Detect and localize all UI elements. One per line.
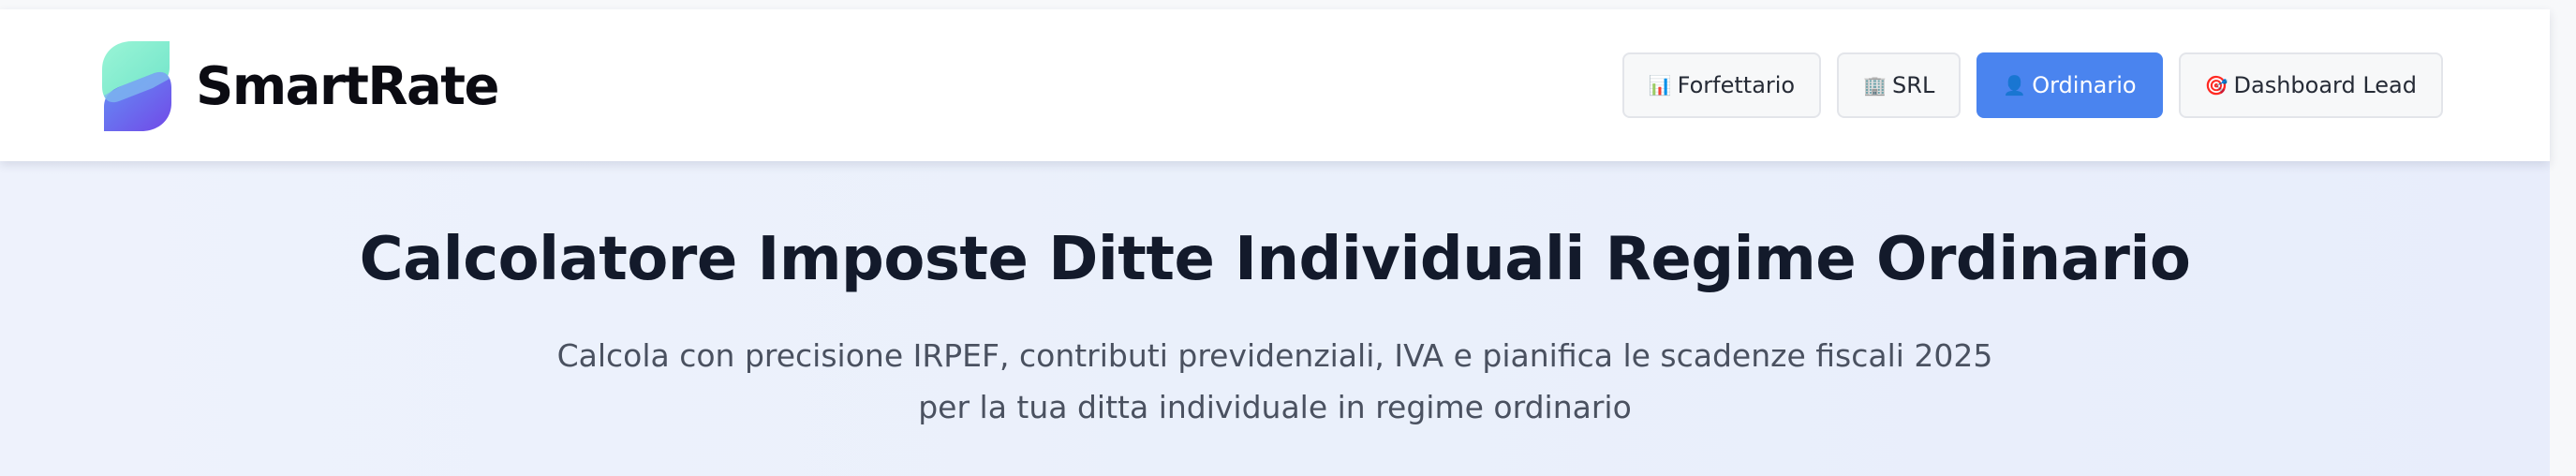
nav-dashboard-lead-label: Dashboard Lead <box>2233 72 2417 98</box>
page-title: Calcolatore Imposte Ditte Individuali Regime Ordinario <box>359 225 2191 294</box>
page-subtitle <box>0 330 2550 433</box>
page-subtitle-line-2: per la tua ditta individuale in regime ordinario <box>918 389 1632 425</box>
top-strip <box>0 0 2576 9</box>
target-icon: 🎯 <box>2204 74 2228 97</box>
page-subtitle-line-1: Calcola con precisione IRPEF, contributi previdenziali, IVA e pianifica le scadenze fiscali 2025 <box>556 337 1993 374</box>
brand-name: SmartRate <box>196 55 499 117</box>
hero-section <box>0 161 2550 476</box>
smartrate-logo-icon <box>100 39 173 133</box>
nav-dashboard-lead-button[interactable] <box>2179 52 2443 118</box>
nav-srl-label: SRL <box>1892 72 1935 98</box>
nav-srl-button[interactable] <box>1837 52 1961 118</box>
nav-forfettario-label: Forfettario <box>1677 72 1796 98</box>
right-edge-strip <box>2550 9 2576 476</box>
nav-ordinario-button[interactable] <box>1976 52 2162 118</box>
office-building-icon: 🏢 <box>1863 74 1888 97</box>
site-header <box>0 9 2550 161</box>
nav-ordinario-label: Ordinario <box>2032 72 2137 98</box>
person-icon: 👤 <box>2003 74 2027 97</box>
nav-forfettario-button[interactable] <box>1622 52 1821 118</box>
main-nav <box>1622 52 2443 118</box>
brand-logo[interactable] <box>100 39 498 133</box>
bar-chart-icon: 📊 <box>1648 74 1672 97</box>
